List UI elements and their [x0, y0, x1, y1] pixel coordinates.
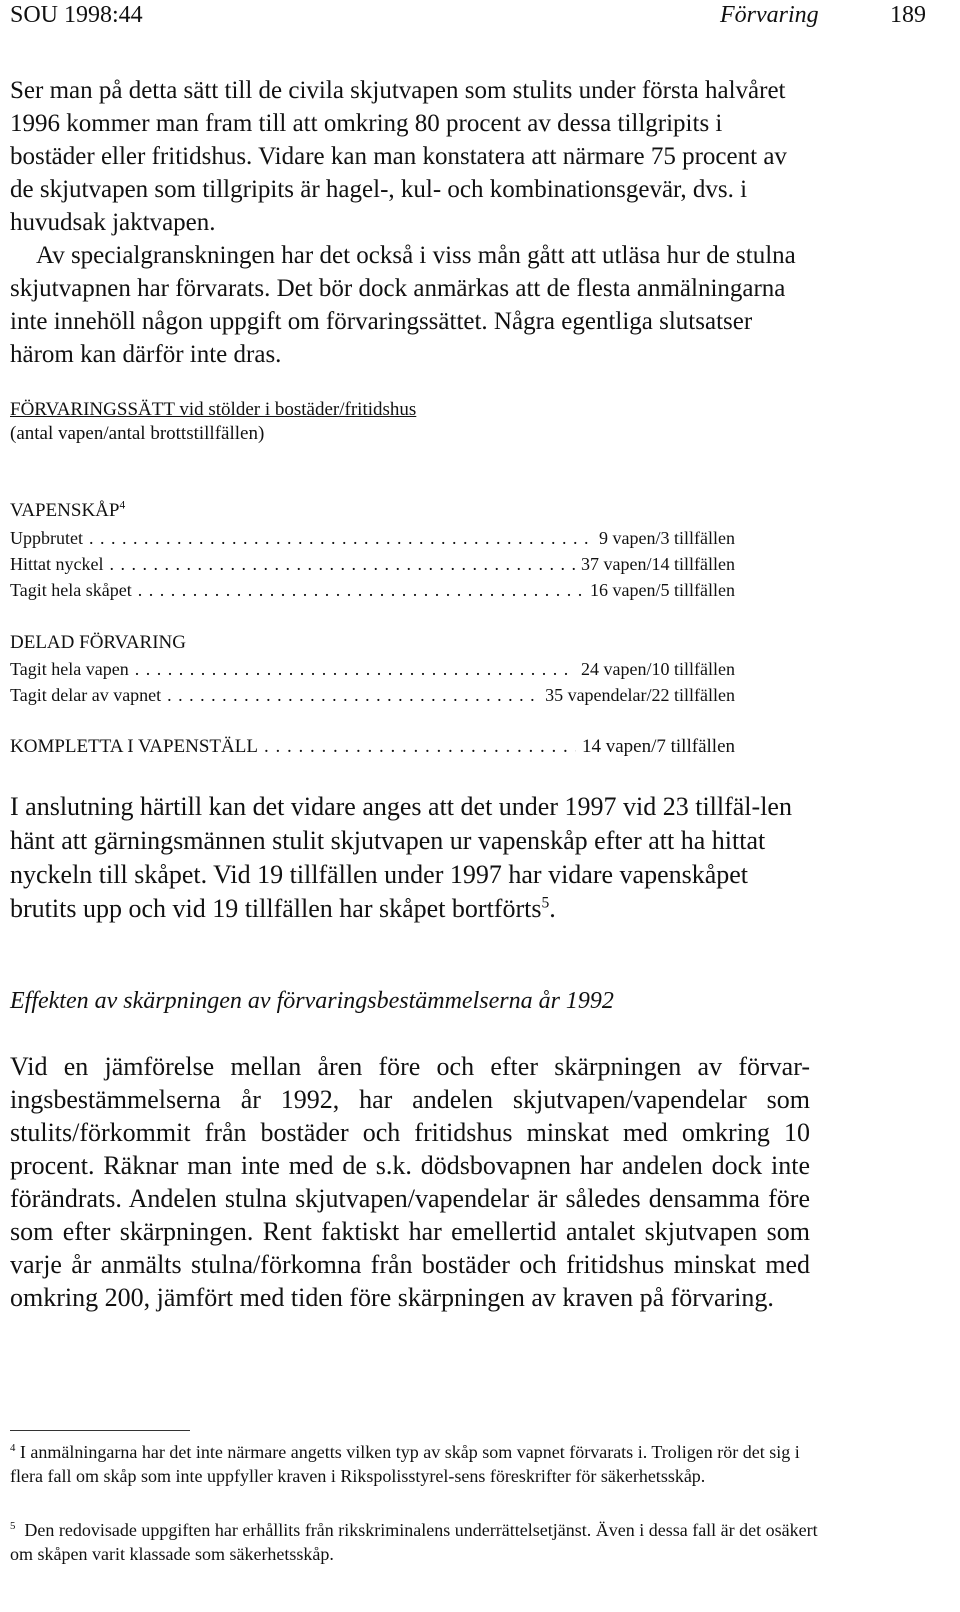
- footnote-ref-5: 5: [541, 894, 550, 912]
- table-title: FÖRVARINGSSÄTT vid stölder i bostäder/fritidshus: [10, 399, 417, 420]
- footnote-4: $^4$ I anmälningarna har det inte närmare angetts vilken typ av skåp som vapnet förvarats i. Troligen rör det sig i flera fall om skåp som inte uppfyller kraven i Rikspolisstyrel-sens föreskrifter för säkerhetsskåp.: [10, 1442, 800, 1486]
- document-reference: SOU 1998:44: [10, 2, 143, 28]
- table-title-block: [10, 398, 416, 446]
- group-heading-delad-forvaring: DELAD FÖRVARING: [10, 632, 187, 653]
- leader-dots: [89, 528, 593, 549]
- table-row: Hittat nyckel . . . 37 vapen/14 tillfällen: [10, 554, 735, 580]
- running-section-title: Förvaring: [720, 2, 819, 28]
- footnote-ref-4: 4: [119, 499, 126, 512]
- intro-paragraph-2: Av specialgranskningen har det också i viss mån gått att utläsa hur de stulna skjutvapnen har förvarats. Det bör dock anmärkas att de flesta anmälningarna inte innehöll någon uppgift om förvaringssättet. Några egentliga slutsatser härom kan därför inte dras.: [10, 242, 796, 368]
- intro-paragraph-1: Ser man på detta sätt till de civila skjutvapen som stulits under första halvåret 1996 kommer man fram till att omkring 80 procent av dessa tillgripits i bostäder eller fritidshus. Vidare kan man konstatera att närmare 75 procent av de skjutvapen som tillgripits är hagel-, kul- och kombinationsgevär, dvs. i huvudsak jaktvapen.: [10, 77, 787, 236]
- leader-dots: [138, 580, 584, 601]
- table-row: KOMPLETTA I VAPENSTÄLL . . . 14 vapen/7 tillfällen: [10, 736, 735, 762]
- table-subtitle: (antal vapen/antal brottstillfällen): [10, 423, 265, 444]
- section-heading: Effekten av skärpningen av förvaringsbestämmelserna år 1992: [10, 988, 614, 1014]
- table-row: Tagit hela skåpet . . . 16 vapen/5 tillfällen: [10, 580, 735, 606]
- page-number: 189: [890, 2, 926, 28]
- footnote-5: $^5$ Den redovisade uppgiften har erhållits från rikskriminalens underrättelsetjänst. Även i dessa fall är det osäkert om skåpen varit klassade som säkerhetsskåp.: [10, 1520, 818, 1564]
- table-row: Uppbrutet . . . 9 vapen/3 tillfällen: [10, 528, 735, 554]
- leader-dots: [264, 736, 576, 758]
- leader-dots: [167, 685, 539, 706]
- followup-paragraph: I anslutning härtill kan det vidare anges att det under 1997 vid 23 tillfäl-len hänt att gärningsmännen stulit skjutvapen ur vapenskåp efter att ha hittat nyckeln till skåpet. Vid 19 tillfällen under 1997 har vidare vapenskåpet brutits upp och vid 19 tillfällen har skåpet bortförts$^5$.: [10, 792, 792, 923]
- table-row: Tagit delar av vapnet . . . 35 vapendelar/22 tillfällen: [10, 685, 735, 711]
- table-row: Tagit hela vapen . . . 24 vapen/10 tillfällen: [10, 659, 735, 685]
- intro-text: [10, 74, 810, 371]
- section-paragraph: Vid en jämförelse mellan åren före och efter skärpningen av förvar-ingsbestämmelserna år 1992, har andelen skjutvapen/vapendelar som stulits/förkommit från bostäder och fritidshus minskat med omkring 10 procent. Räknar man inte med de s.k. dödsbovapnen har andelen dock inte förändrats. Andelen stulna skjutvapen/vapendelar är således densamma före som efter skärpningen. Rent faktiskt har emellertid antalet skjutvapen som varje år anmälts stulna/förkomna från bostäder och fritidshus minskat med omkring 200, jämfört med tiden före skärpningen av kraven på förvaring.: [10, 1052, 810, 1312]
- page-header: [0, 0, 960, 40]
- group-heading-vapenskap: VAPENSKÅP$^4$: [10, 499, 126, 521]
- leader-dots: [135, 659, 575, 680]
- footnote-divider: [10, 1430, 190, 1431]
- leader-dots: [109, 554, 575, 575]
